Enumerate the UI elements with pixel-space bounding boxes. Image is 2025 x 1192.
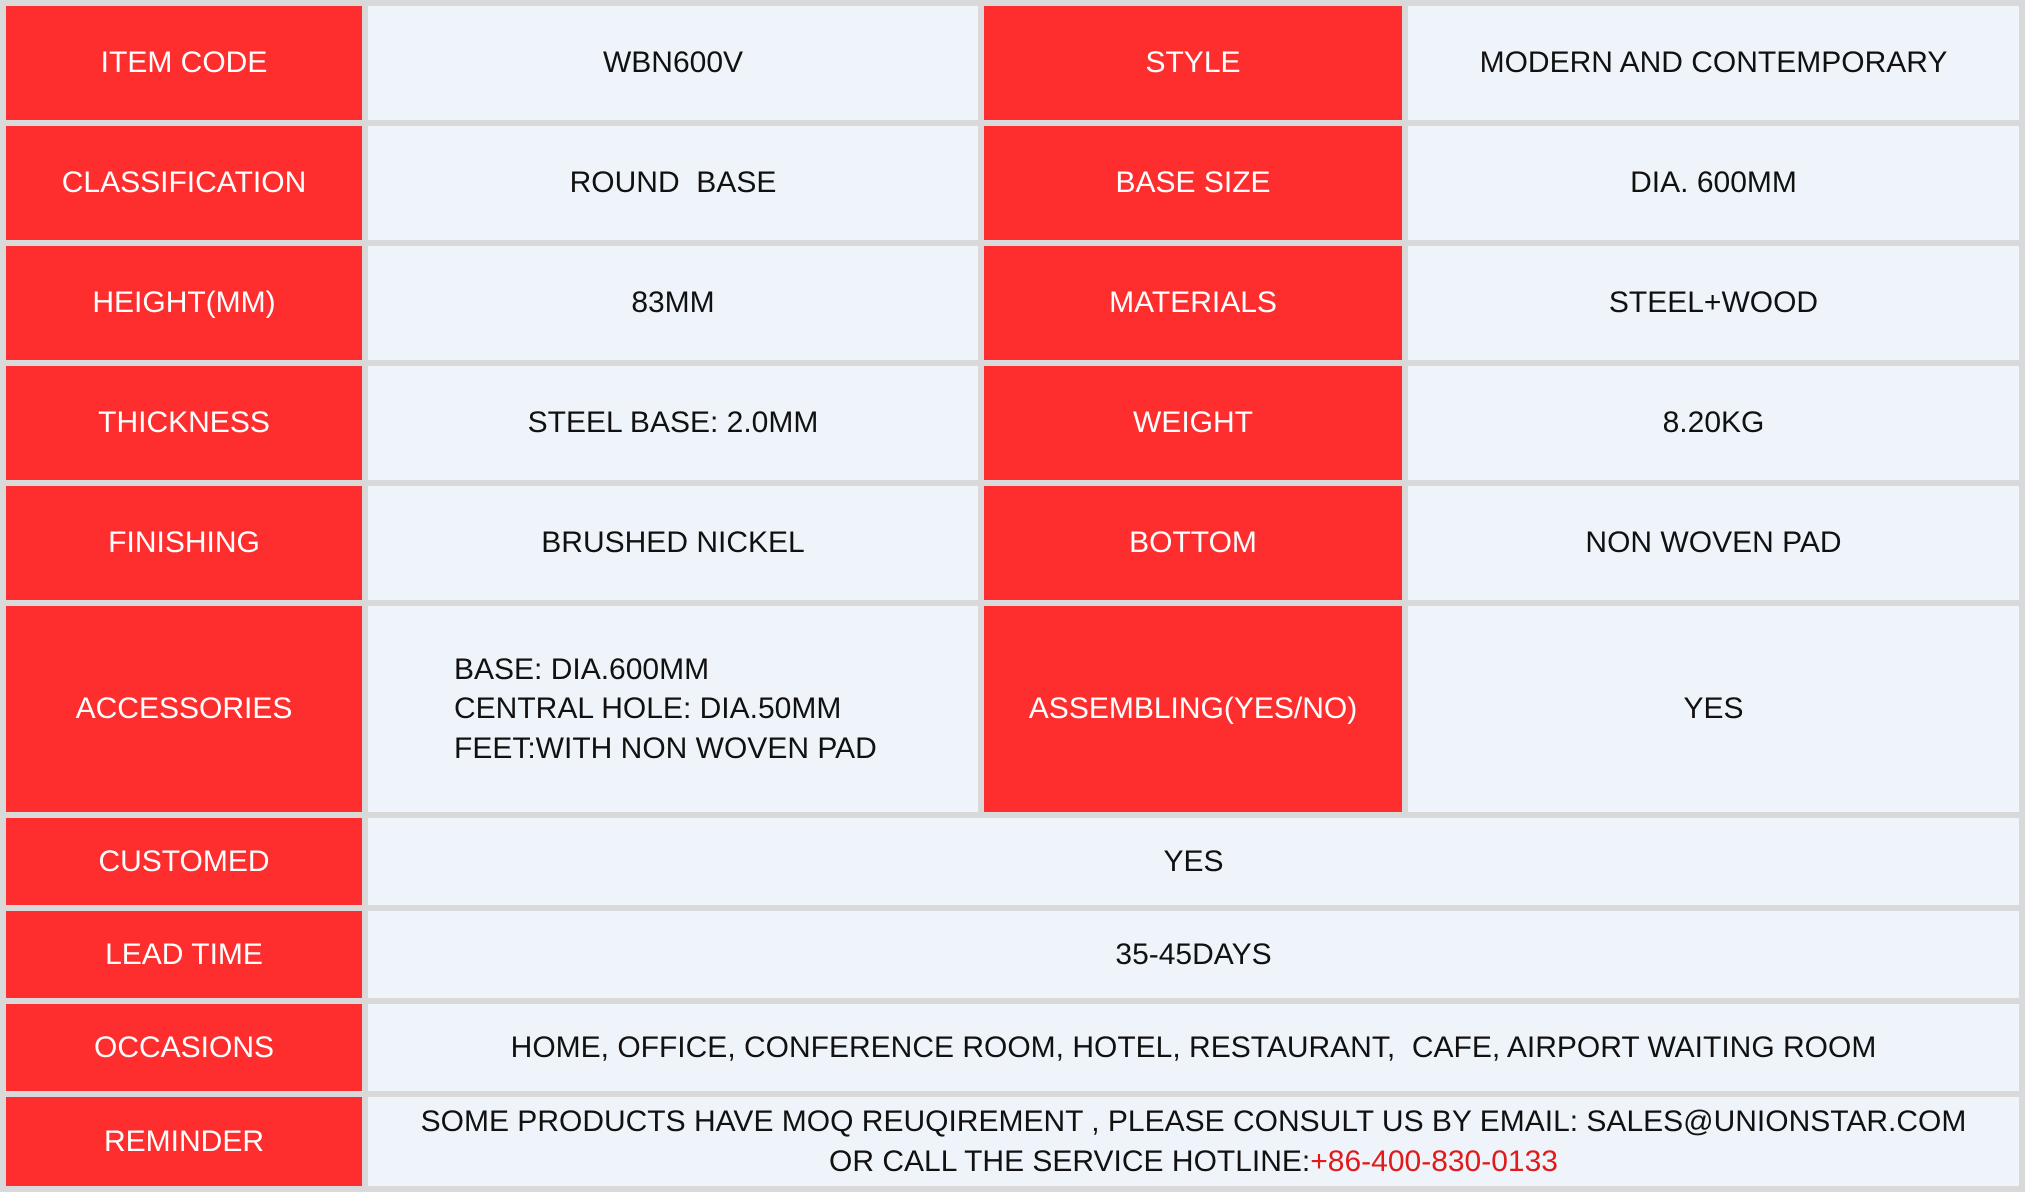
bottom-value: NON WOVEN PAD xyxy=(1408,486,2019,600)
customed-label: CUSTOMED xyxy=(6,818,362,905)
style-value: MODERN AND CONTEMPORARY xyxy=(1408,6,2019,120)
bottom-label: BOTTOM xyxy=(984,486,1402,600)
occasions-value: HOME, OFFICE, CONFERENCE ROOM, HOTEL, RESTAURANT, CAFE, AIRPORT WAITING ROOM xyxy=(368,1004,2019,1091)
materials-value: STEEL+WOOD xyxy=(1408,246,2019,360)
item-code-value: WBN600V xyxy=(368,6,978,120)
finishing-label: FINISHING xyxy=(6,486,362,600)
classification-value: ROUND BASE xyxy=(368,126,978,240)
height-label: HEIGHT(MM) xyxy=(6,246,362,360)
customed-value: YES xyxy=(368,818,2019,905)
weight-value: 8.20KG xyxy=(1408,366,2019,480)
weight-label: WEIGHT xyxy=(984,366,1402,480)
accessories-line-feet: FEET:WITH NON WOVEN PAD xyxy=(454,731,877,765)
reminder-value xyxy=(368,1097,2019,1186)
reminder-hotline-prefix: OR CALL THE SERVICE HOTLINE: xyxy=(829,1144,1311,1178)
assembling-label: ASSEMBLING(YES/NO) xyxy=(984,606,1402,812)
reminder-line-hotline xyxy=(829,1142,1558,1182)
item-code-label: ITEM CODE xyxy=(6,6,362,120)
style-label: STYLE xyxy=(984,6,1402,120)
reminder-line-email: SOME PRODUCTS HAVE MOQ REUQIREMENT , PLEASE CONSULT US BY EMAIL: SALES@UNIONSTAR.COM xyxy=(420,1104,1967,1138)
occasions-label: OCCASIONS xyxy=(6,1004,362,1091)
accessories-line-hole: CENTRAL HOLE: DIA.50MM xyxy=(454,692,842,726)
finishing-value: BRUSHED NICKEL xyxy=(368,486,978,600)
materials-label: MATERIALS xyxy=(984,246,1402,360)
thickness-label: THICKNESS xyxy=(6,366,362,480)
accessories-line-base: BASE: DIA.600MM xyxy=(454,652,710,686)
reminder-label: REMINDER xyxy=(6,1097,362,1186)
assembling-value: YES xyxy=(1408,606,2019,812)
accessories-label: ACCESSORIES xyxy=(6,606,362,812)
lead-time-label: LEAD TIME xyxy=(6,911,362,998)
hotline-phone-number: +86-400-830-0133 xyxy=(1310,1144,1558,1178)
lead-time-value: 35-45DAYS xyxy=(368,911,2019,998)
base-size-label: BASE SIZE xyxy=(984,126,1402,240)
thickness-value: STEEL BASE: 2.0MM xyxy=(368,366,978,480)
accessories-value xyxy=(368,606,978,812)
classification-label: CLASSIFICATION xyxy=(6,126,362,240)
base-size-value: DIA. 600MM xyxy=(1408,126,2019,240)
height-value: 83MM xyxy=(368,246,978,360)
